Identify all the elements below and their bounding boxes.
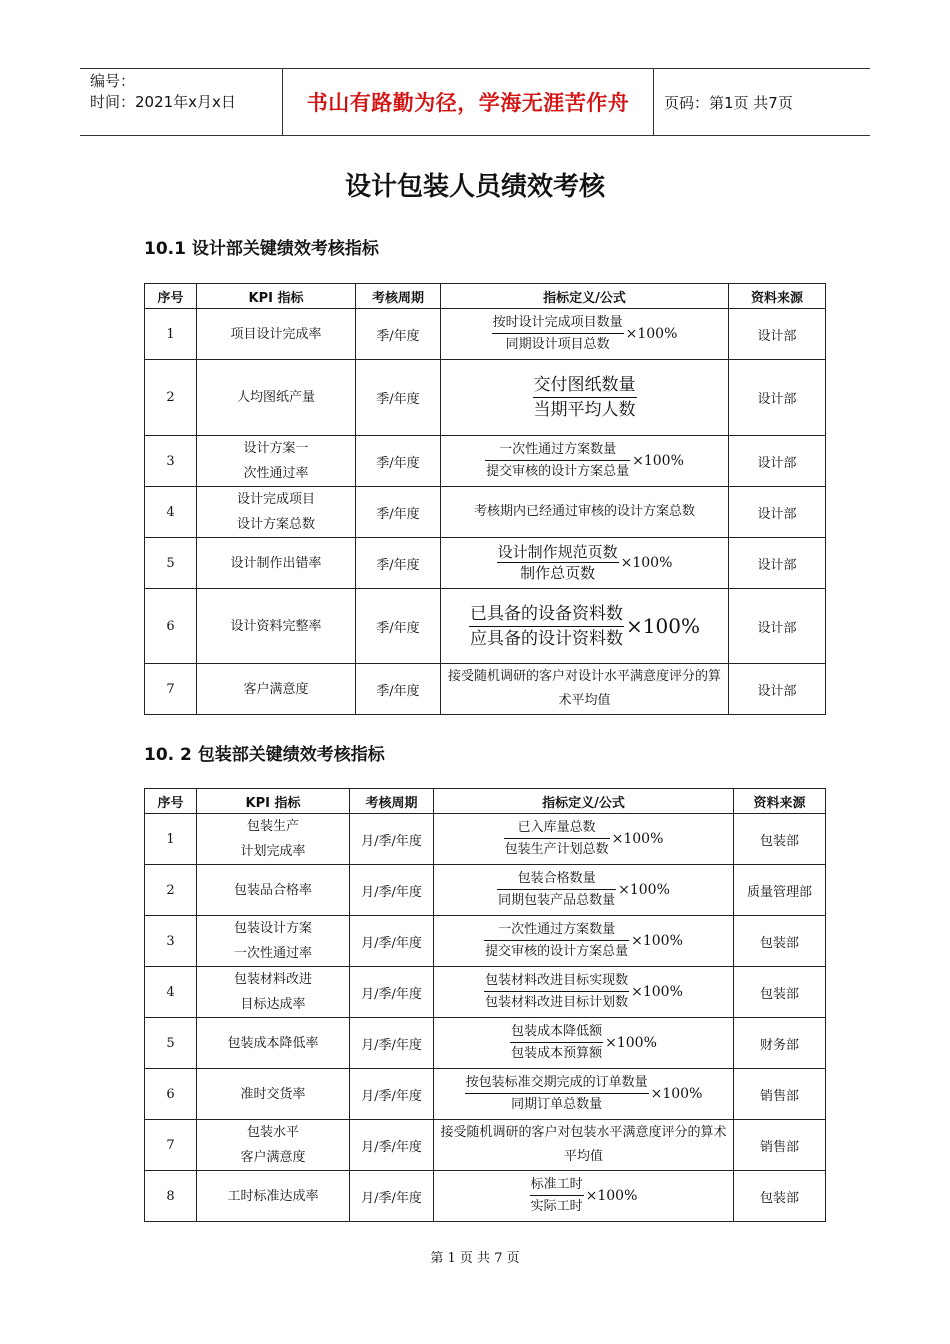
definition-text: 接受随机调研的客户对包装水平满意度评分的算术平均值 (440, 1125, 727, 1164)
header-number-label: 编号： (90, 72, 136, 90)
section2-title: 10. 2 包装部关键绩效考核指标 (144, 745, 385, 765)
kpi-name-line: 人均图纸产量 (236, 390, 315, 405)
assessment-period: 月/季/年度 (350, 865, 434, 916)
assessment-period: 月/季/年度 (350, 916, 434, 967)
row-number: 5 (145, 1018, 197, 1069)
table-row (145, 538, 826, 589)
formula-fraction (469, 602, 700, 651)
fraction-numerator: 一次性通过方案数量 (485, 440, 630, 461)
col-header-definition: 指标定义/公式 (434, 789, 734, 814)
table-row (145, 589, 826, 664)
row-number: 3 (145, 916, 197, 967)
table-row (145, 487, 826, 538)
data-source: 销售部 (734, 1120, 826, 1171)
kpi-name-line: 设计完成项目 (236, 492, 315, 507)
kpi-definition (434, 967, 734, 1018)
row-number: 1 (145, 309, 197, 360)
kpi-name-line: 包装成本降低率 (227, 1035, 319, 1051)
formula-multiplier: ×100% (585, 1188, 638, 1204)
formula-multiplier: ×100% (611, 831, 664, 847)
data-source: 设计部 (729, 538, 826, 589)
kpi-name-line: 一次性通过率 (233, 946, 312, 961)
table-row (145, 1018, 826, 1069)
formula-multiplier: ×100% (631, 933, 683, 949)
formula-multiplier: ×100% (631, 984, 683, 1000)
row-number: 5 (145, 538, 197, 589)
table-row (145, 814, 826, 865)
kpi-definition (441, 360, 729, 436)
kpi-name (197, 664, 356, 715)
table-header-row (145, 284, 826, 309)
kpi-name-line: 包装设计方案 (233, 921, 312, 936)
kpi-name-line: 客户满意度 (240, 1150, 306, 1165)
table-row (145, 1120, 826, 1171)
row-number: 7 (145, 664, 197, 715)
kpi-name (197, 1171, 350, 1222)
assessment-period: 季/年度 (356, 309, 441, 360)
formula-multiplier: ×100% (650, 1086, 703, 1102)
kpi-name (197, 1069, 350, 1120)
col-header-kpi: KPI 指标 (197, 284, 356, 309)
assessment-period: 季/年度 (356, 664, 441, 715)
col-header-no: 序号 (145, 284, 197, 309)
kpi-name (197, 1120, 350, 1171)
kpi-definition (441, 309, 729, 360)
data-source: 包装部 (734, 814, 826, 865)
fraction-numerator: 包装成本降低额 (510, 1022, 603, 1043)
table-row (145, 865, 826, 916)
design-kpi-table (144, 283, 826, 715)
fraction (497, 869, 616, 911)
formula-fraction (485, 440, 684, 482)
kpi-definition (441, 538, 729, 589)
fraction-denominator: 同期包装产品总数量 (498, 893, 616, 908)
section1-title: 10.1 设计部关键绩效考核指标 (144, 239, 379, 259)
fraction-numerator: 已入库量总数 (504, 818, 610, 839)
assessment-period: 月/季/年度 (350, 1171, 434, 1222)
kpi-definition (441, 589, 729, 664)
fraction-numerator: 交付图纸数量 (533, 373, 637, 398)
fraction (465, 1073, 649, 1115)
fraction (469, 602, 624, 651)
kpi-name-line: 计划完成率 (240, 844, 306, 859)
assessment-period: 季/年度 (356, 436, 441, 487)
fraction-denominator: 同期订单总数量 (511, 1097, 603, 1112)
data-source: 设计部 (729, 360, 826, 436)
data-source: 设计部 (729, 664, 826, 715)
fraction (533, 373, 637, 422)
row-number: 6 (145, 1069, 197, 1120)
table-row (145, 1171, 826, 1222)
data-source: 设计部 (729, 487, 826, 538)
kpi-name-line: 包装水平 (246, 1125, 299, 1140)
col-header-kpi: KPI 指标 (197, 789, 350, 814)
kpi-name (197, 916, 350, 967)
fraction-denominator: 应具备的设计资料数 (470, 628, 624, 649)
kpi-name-line: 目标达成率 (240, 997, 306, 1012)
fraction-numerator: 已具备的设备资料数 (469, 602, 624, 627)
kpi-name (197, 436, 356, 487)
fraction-denominator: 同期设计项目总数 (505, 337, 610, 352)
row-number: 4 (145, 967, 197, 1018)
kpi-definition (434, 1171, 734, 1222)
kpi-name (197, 865, 350, 916)
fraction-denominator: 制作总页数 (520, 564, 596, 582)
fraction-denominator: 提交审核的设计方案总量 (486, 464, 630, 479)
fraction (484, 920, 629, 962)
fraction-denominator: 提交审核的设计方案总量 (485, 944, 629, 959)
formula-fraction (465, 1073, 703, 1115)
kpi-name-line: 包装生产 (246, 819, 299, 834)
kpi-definition (434, 916, 734, 967)
packaging-kpi-table (144, 788, 826, 1222)
table-row (145, 967, 826, 1018)
fraction-numerator: 包装合格数量 (497, 869, 616, 890)
table-row (145, 1069, 826, 1120)
kpi-definition (441, 436, 729, 487)
definition-text: 接受随机调研的客户对设计水平满意度评分的算术平均值 (447, 669, 721, 708)
table-row (145, 916, 826, 967)
assessment-period: 季/年度 (356, 589, 441, 664)
fraction-denominator: 包装生产计划总数 (504, 842, 609, 857)
header-meta (80, 69, 282, 135)
kpi-name-line: 设计资料完整率 (230, 618, 322, 634)
assessment-period: 月/季/年度 (350, 814, 434, 865)
kpi-name (197, 487, 356, 538)
kpi-definition (434, 814, 734, 865)
kpi-definition (441, 487, 729, 538)
fraction-numerator: 标准工时 (530, 1175, 584, 1196)
assessment-period: 季/年度 (356, 538, 441, 589)
page-header (80, 68, 870, 136)
formula-fraction (497, 542, 673, 584)
table-header-row (145, 789, 826, 814)
formula-multiplier: ×100% (620, 555, 673, 571)
row-number: 2 (145, 865, 197, 916)
kpi-definition (434, 1018, 734, 1069)
col-header-source: 资料来源 (729, 284, 826, 309)
row-number: 8 (145, 1171, 197, 1222)
kpi-name-line: 客户满意度 (243, 681, 309, 697)
formula-fraction (510, 1022, 657, 1064)
fraction-numerator: 包装材料改进目标实现数 (484, 971, 629, 992)
formula-fraction (504, 818, 664, 860)
formula-fraction (492, 313, 678, 355)
kpi-definition (441, 664, 729, 715)
kpi-name (197, 589, 356, 664)
formula-multiplier: ×100% (605, 1035, 657, 1051)
document-title: 设计包装人员绩效考核 (344, 172, 605, 202)
kpi-name (197, 309, 356, 360)
fraction-denominator: 包装成本预算额 (511, 1046, 603, 1061)
kpi-name-line: 次性通过率 (243, 466, 309, 481)
formula-fraction (484, 920, 683, 962)
fraction-numerator: 按时设计完成项目数量 (492, 313, 624, 334)
formula-multiplier: ×100% (618, 882, 670, 898)
row-number: 2 (145, 360, 197, 436)
fraction-numerator: 设计制作规范页数 (497, 543, 618, 561)
assessment-period: 月/季/年度 (350, 967, 434, 1018)
page-footer: 第 1 页 共 7 页 (430, 1251, 520, 1266)
assessment-period: 月/季/年度 (350, 1069, 434, 1120)
kpi-name-line: 设计制作出错率 (230, 555, 322, 571)
definition-text: 考核期内已经通过审核的设计方案总数 (473, 504, 695, 519)
fraction-denominator: 包装材料改进目标计划数 (485, 995, 629, 1010)
data-source: 包装部 (734, 967, 826, 1018)
row-number: 1 (145, 814, 197, 865)
kpi-name (197, 967, 350, 1018)
fraction-denominator: 当期平均人数 (533, 400, 636, 420)
fraction (530, 1175, 584, 1217)
fraction-denominator: 实际工时 (530, 1199, 583, 1214)
table-row (145, 664, 826, 715)
formula-fraction (533, 373, 637, 422)
kpi-definition (434, 865, 734, 916)
fraction (485, 440, 630, 482)
kpi-name-line: 设计方案一 (243, 441, 309, 456)
fraction (504, 818, 610, 860)
data-source: 质量管理部 (734, 865, 826, 916)
formula-multiplier: ×100% (632, 453, 684, 469)
formula-fraction (484, 971, 683, 1013)
table-row (145, 309, 826, 360)
table-row (145, 436, 826, 487)
kpi-name (197, 814, 350, 865)
kpi-name (197, 538, 356, 589)
kpi-name-line: 设计方案总数 (236, 517, 315, 532)
formula-multiplier: ×100% (625, 326, 678, 342)
data-source: 包装部 (734, 1171, 826, 1222)
formula-fraction (497, 869, 670, 911)
fraction (492, 313, 624, 355)
kpi-name-line: 工时标准达成率 (227, 1188, 319, 1204)
data-source: 设计部 (729, 436, 826, 487)
fraction-numerator: 一次性通过方案数量 (484, 920, 629, 941)
row-number: 3 (145, 436, 197, 487)
kpi-name-line: 包装材料改进 (233, 972, 312, 987)
assessment-period: 季/年度 (356, 487, 441, 538)
assessment-period: 季/年度 (356, 360, 441, 436)
data-source: 设计部 (729, 589, 826, 664)
assessment-period: 月/季/年度 (350, 1018, 434, 1069)
formula-fraction (530, 1175, 638, 1217)
fraction (510, 1022, 603, 1064)
formula-multiplier: ×100% (626, 614, 700, 638)
row-number: 6 (145, 589, 197, 664)
col-header-period: 考核周期 (350, 789, 434, 814)
row-number: 7 (145, 1120, 197, 1171)
header-page-info: 页码：第1页 共7页 (664, 93, 793, 112)
col-header-source: 资料来源 (734, 789, 826, 814)
table-row (145, 360, 826, 436)
kpi-name-line: 准时交货率 (240, 1086, 306, 1102)
kpi-definition (434, 1069, 734, 1120)
fraction-numerator: 按包装标准交期完成的订单数量 (465, 1073, 649, 1094)
fraction (497, 542, 619, 584)
data-source: 设计部 (729, 309, 826, 360)
col-header-no: 序号 (145, 789, 197, 814)
kpi-name (197, 1018, 350, 1069)
data-source: 财务部 (734, 1018, 826, 1069)
data-source: 包装部 (734, 916, 826, 967)
row-number: 4 (145, 487, 197, 538)
fraction (484, 971, 629, 1013)
col-header-definition: 指标定义/公式 (441, 284, 729, 309)
assessment-period: 月/季/年度 (350, 1120, 434, 1171)
header-motto: 书山有路勤为径，学海无涯苦作舟 (282, 69, 654, 135)
header-time-label: 时间：2021年x月x日 (90, 93, 236, 111)
kpi-name-line: 项目设计完成率 (230, 326, 322, 342)
data-source: 销售部 (734, 1069, 826, 1120)
kpi-name-line: 包装品合格率 (233, 882, 312, 898)
kpi-name (197, 360, 356, 436)
col-header-period: 考核周期 (356, 284, 441, 309)
kpi-definition (434, 1120, 734, 1171)
